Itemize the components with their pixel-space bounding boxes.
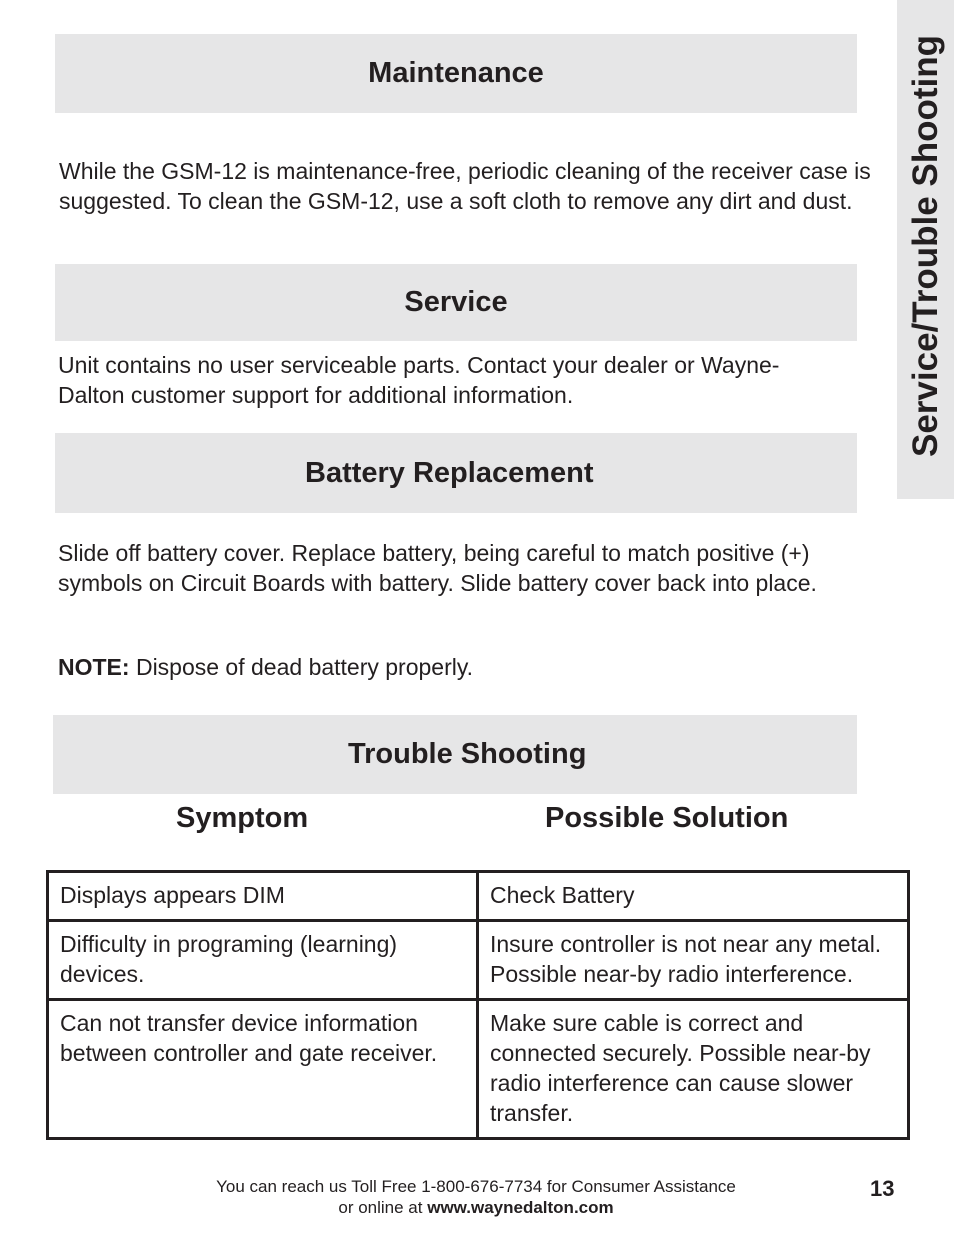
trouble-heading: Trouble Shooting [53,715,857,794]
symptom-cell: Difficulty in programing (learning) devices. [48,921,478,1000]
symptom-cell: Displays appears DIM [48,872,478,921]
footer-contact-line: You can reach us Toll Free 1-800-676-7734 for Consumer Assistance [216,1177,736,1196]
service-body: Unit contains no user serviceable parts. Contact your dealer or Wayne-Dalton customer support for additional information. [58,352,780,408]
solution-cell: Make sure cable is correct and connected securely. Possible near-by radio interference can cause slower transfer. [478,1000,909,1139]
side-tab-label: Service/Trouble Shooting [906,34,945,458]
solution-cell: Insure controller is not near any metal. Possible near-by radio interference. [478,921,909,1000]
trouble-shooting-table [46,870,910,1140]
note-label: NOTE: [58,654,130,680]
battery-heading: Battery Replacement [55,433,857,513]
solution-cell: Check Battery [478,872,909,921]
footer [150,1176,802,1218]
maintenance-heading: Maintenance [55,34,857,113]
service-heading: Service [55,264,857,341]
solution-column-header: Possible Solution [545,802,789,834]
battery-note [58,652,858,682]
table-row [48,1000,909,1139]
symptom-column-header: Symptom [176,802,309,834]
page-number: 13 [870,1176,895,1201]
note-text: Dispose of dead battery properly. [129,654,474,680]
footer-online-line [150,1197,802,1218]
table-row [48,921,909,1000]
footer-website-link[interactable]: www.waynedalton.com [427,1198,614,1217]
table-row [48,872,909,921]
footer-online-prefix: or online at [338,1198,428,1217]
maintenance-body: While the GSM-12 is maintenance-free, periodic cleaning of the receiver case is suggested. To clean the GSM-12, use a soft cloth to remove any dirt and dust. [59,158,871,214]
battery-body: Slide off battery cover. Replace battery, being careful to match positive (+) symbols on Circuit Boards with battery. Slide battery cover back into place. [58,540,817,596]
symptom-cell: Can not transfer device information between controller and gate receiver. [48,1000,478,1139]
